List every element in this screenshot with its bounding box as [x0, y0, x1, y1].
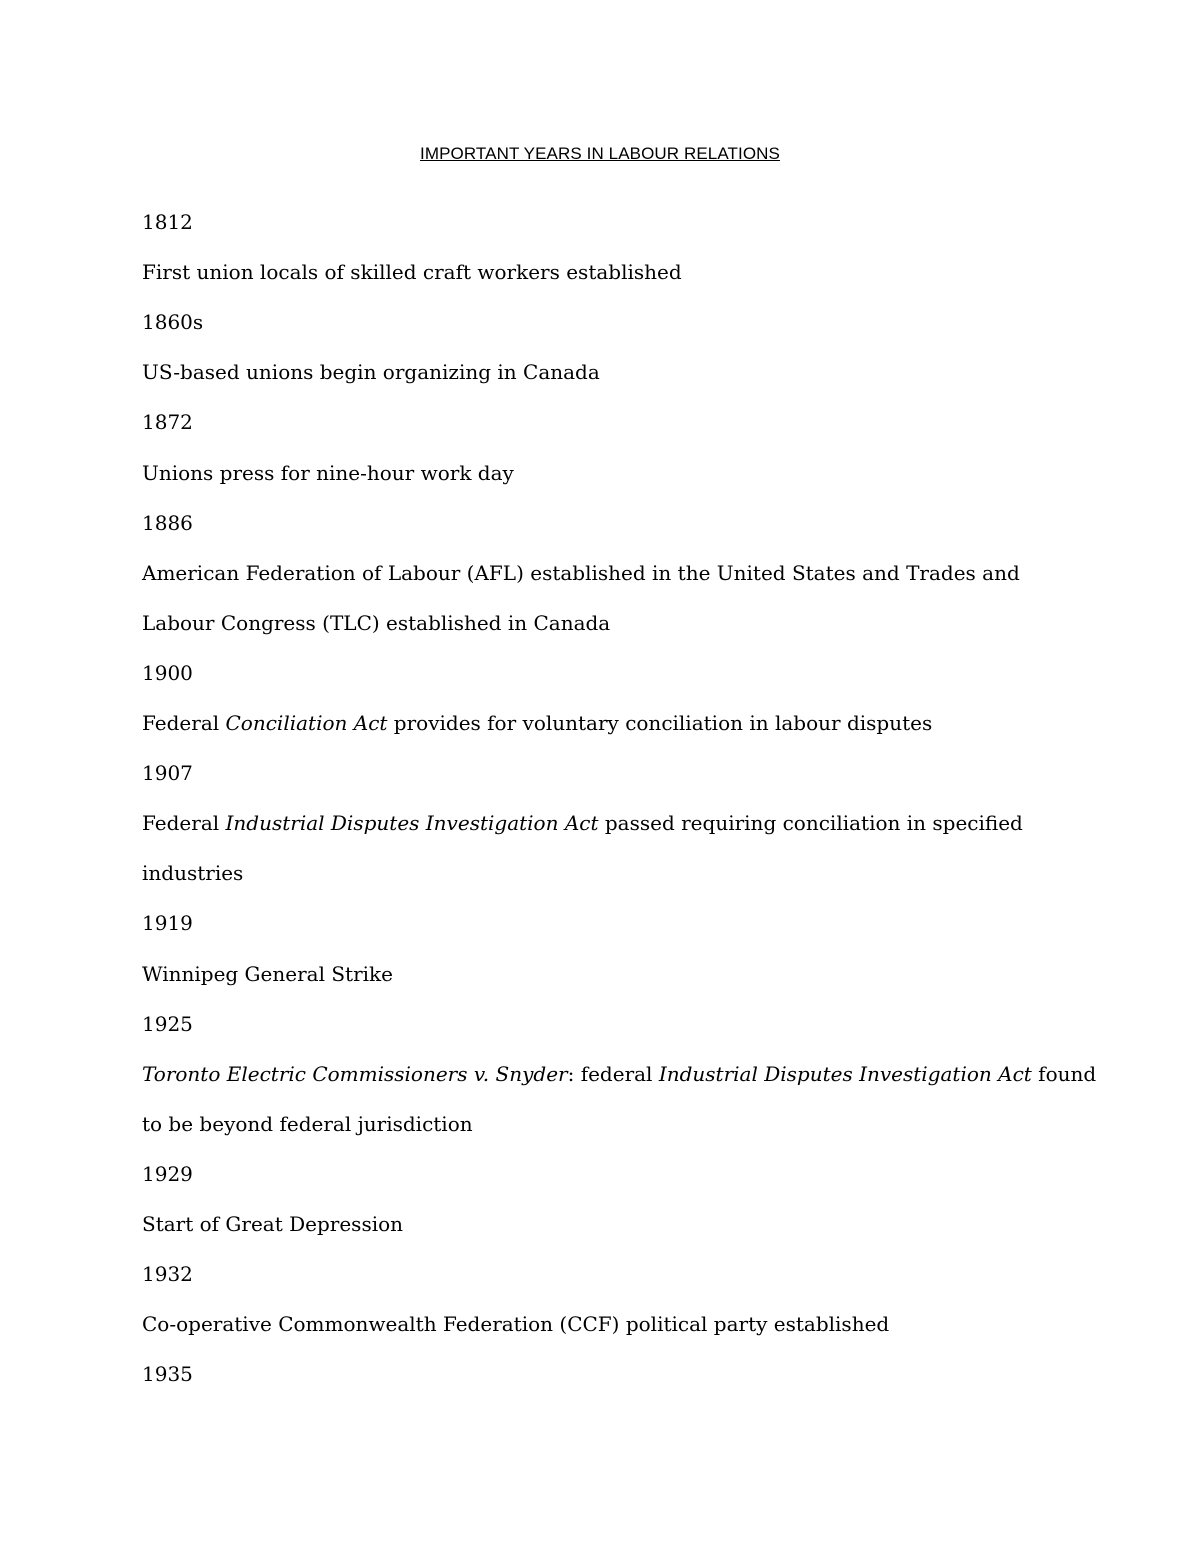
entry-year: 1919: [142, 911, 193, 936]
text-segment: : federal: [567, 1061, 659, 1086]
entry-description: [142, 259, 682, 285]
document-title: IMPORTANT YEARS IN LABOUR RELATIONS: [420, 144, 780, 163]
italic-text: Industrial Disputes Investigation Act: [225, 811, 599, 836]
entry-description: [142, 610, 610, 636]
entry-description: [142, 1061, 1096, 1087]
text-segment: US-based unions begin organizing in Canada: [142, 360, 600, 385]
italic-text: Conciliation Act: [225, 711, 388, 735]
text-segment: First union locals of skilled craft workers established: [142, 260, 682, 285]
entry-description: [142, 1111, 473, 1137]
text-segment: found: [1031, 1061, 1097, 1086]
text-segment: to be beyond federal jurisdiction: [142, 1111, 473, 1136]
text-segment: passed requiring conciliation in specified: [598, 811, 1023, 836]
text-segment: Labour Congress (TLC) established in Canada: [142, 610, 611, 635]
entry-year: 1860s: [142, 310, 204, 335]
entry-year: 1872: [142, 410, 193, 435]
entry-description: [142, 961, 393, 987]
text-segment: industries: [142, 861, 244, 886]
entry-year: 1935: [142, 1362, 193, 1387]
text-segment: Federal: [142, 711, 226, 735]
text-segment: provides for voluntary conciliation in labour disputes: [387, 711, 933, 735]
entry-year: 1900: [142, 660, 193, 685]
text-segment: American Federation of Labour (AFL) established in the United States and Trades and: [142, 560, 1020, 585]
italic-text: Industrial Disputes Investigation Act: [658, 1061, 1032, 1086]
entry-year: 1929: [142, 1161, 193, 1186]
entry-year: 1932: [142, 1262, 193, 1287]
text-segment: Unions press for nine-hour work day: [142, 460, 514, 485]
entry-description: [142, 860, 243, 886]
entry-year: 1886: [142, 510, 193, 535]
entry-description: [142, 1211, 403, 1237]
entry-description: [142, 710, 932, 736]
entry-year: 1812: [142, 210, 193, 234]
text-segment: Winnipeg General Strike: [142, 961, 393, 986]
entry-description: [142, 460, 514, 486]
text-segment: Federal: [142, 811, 226, 836]
text-segment: Co-operative Commonwealth Federation (CCF) political party established: [142, 1312, 890, 1337]
entry-year: 1907: [142, 761, 193, 786]
text-segment: Start of Great Depression: [142, 1212, 404, 1236]
italic-text: Toronto Electric Commissioners v. Snyder: [142, 1061, 568, 1086]
entry-description: [142, 1311, 889, 1337]
entry-description: [142, 359, 600, 385]
entry-description: [142, 560, 1020, 586]
entry-description: [142, 810, 1023, 836]
entry-year: 1925: [142, 1011, 193, 1036]
